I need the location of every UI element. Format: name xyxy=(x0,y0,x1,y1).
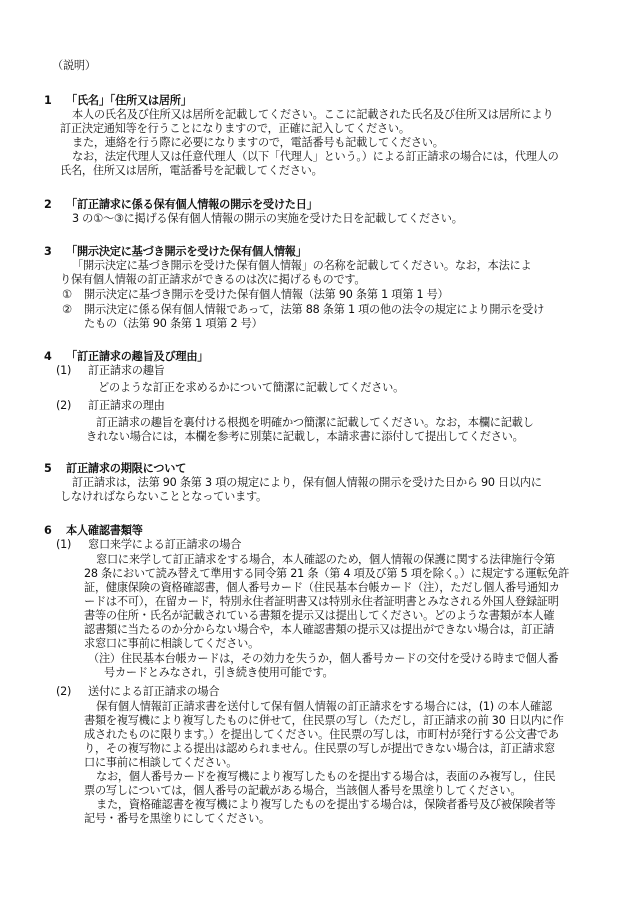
section-6-sub-2-line: 記号・番号を黒塗りにしてください。 xyxy=(84,812,270,825)
section-6-note: （注）住民基本台帳カードは，その効力を失うか，個人番号カードの交付を受ける時まで個人番 xyxy=(88,652,559,665)
section-6-heading: 本人確認書類等 xyxy=(66,524,143,537)
section-4-heading: 「訂正請求の趣旨及び理由」 xyxy=(66,350,209,363)
section-1-line: また，連絡を行う際に必要になりますので，電話番号も記載してください。 xyxy=(72,136,444,149)
section-6-sub-2-line: 票の写しについては，個人番号の記載がある場合，当該個人番号を黒塗りしてください。 xyxy=(84,784,522,797)
section-6-sub-2-line: 書類を複写機により複写したものに併せて，住民票の写し（ただし，訂正請求の前 30 日以内に作 xyxy=(84,714,564,727)
section-6-sub-1-line: 認書類に当たるのか分からない場合や，本人確認書類の提示又は提出ができない場合は，訂正請 xyxy=(84,623,555,636)
section-4-sub-2-line: 訂正請求の趣旨を裏付ける根拠を明確かつ簡潔に記載してください。なお，本欄に記載し xyxy=(96,416,534,429)
section-6-sub-2-line: また，資格確認書を複写機により複写したものを提出する場合は，保険者番号及び被保険者等 xyxy=(96,798,556,811)
section-3-number: 3 xyxy=(44,245,52,258)
section-3-item-1: 開示決定に基づき開示を受けた保有個人情報（法第 90 条第 1 項第 1 号） xyxy=(84,288,449,301)
section-6-sub-2-mark: (2) xyxy=(56,685,72,698)
section-4-sub-1-line: どのような訂正を求めるかについて簡潔に記載してください。 xyxy=(98,381,405,394)
section-1-line: 訂正決定通知等を行うことになりますので，正確に記入してください。 xyxy=(60,122,410,135)
doc-title: （説明） xyxy=(52,59,96,72)
section-2-number: 2 xyxy=(44,198,52,211)
section-6-note-cont: 号カードとみなされ，引き続き使用可能です。 xyxy=(104,666,334,679)
section-6-sub-2-title: 送付による訂正請求の場合 xyxy=(88,685,220,698)
section-4-number: 4 xyxy=(44,350,52,363)
section-6-sub-2-line: 保有個人情報訂正請求書を送付して保有個人情報の訂正請求をする場合には，(1) の本人確認 xyxy=(96,700,552,713)
section-4-sub-1-mark: (1) xyxy=(56,364,72,377)
section-1-heading: 「氏名」「住所又は居所」 xyxy=(66,94,192,107)
section-1-line: なお，法定代理人又は任意代理人（以下「代理人」という。）による訂正請求の場合には，代理人の xyxy=(72,150,559,163)
section-2-line: 3 の①～③に掲げる保有個人情報の開示の実施を受けた日を記載してください。 xyxy=(72,212,463,225)
section-6-sub-2-line: り，その複写物による提出は認められません。住民票の写しが提出できない場合は，訂正請求窓 xyxy=(84,742,555,755)
section-5-line: 訂正請求は，法第 90 条第 3 項の規定により，保有個人情報の開示を受けた日から 90 日以内に xyxy=(72,476,542,489)
section-5-heading: 訂正請求の期限について xyxy=(66,462,187,475)
section-5-line: しなければならないこととなっています。 xyxy=(60,490,267,503)
section-6-sub-1-line: 窓口に来学して訂正請求をする場合，本人確認のため，個人情報の保護に関する法律施行令第 xyxy=(96,553,555,566)
section-4-sub-1-title: 訂正請求の趣旨 xyxy=(88,364,165,377)
section-3-item-2: 開示決定に係る保有個人情報であって，法第 88 条第 1 項の他の法令の規定により開示を受け xyxy=(84,303,545,316)
section-6-sub-1-line: 書等の住所・氏名が記載されている書類を提示又は提出してください。どのような書類が本人確 xyxy=(84,609,555,622)
section-1-line: 氏名，住所又は居所，電話番号を記載してください。 xyxy=(60,164,323,177)
section-4-sub-2-line: きれない場合には，本欄を参考に別葉に記載し，本請求書に添付して提出してください。 xyxy=(86,430,524,443)
section-4-sub-2-mark: (2) xyxy=(56,399,72,412)
section-6-sub-1-title: 窓口来学による訂正請求の場合 xyxy=(88,538,242,551)
section-6-sub-1-mark: (1) xyxy=(56,538,72,551)
section-3-item-2-mark: ② xyxy=(62,303,72,316)
section-5-number: 5 xyxy=(44,462,52,475)
section-6-number: 6 xyxy=(44,524,52,537)
section-6-sub-1-line: ードは不可），在留カード，特別永住者証明書又は特別永住者証明書とみなされる外国人登録証明 xyxy=(84,595,559,608)
section-3-heading: 「開示決定に基づき開示を受けた保有個人情報」 xyxy=(66,245,307,258)
section-3-item-1-mark: ① xyxy=(62,288,72,301)
section-1-number: 1 xyxy=(44,94,52,107)
section-6-sub-2-line: 成されたものに限ります。）を提出してください。住民票の写しは，市町村が発行する公文書であ xyxy=(84,728,559,741)
section-3-line: 「開示決定に基づき開示を受けた保有個人情報」の名称を記載してください。なお，本法によ xyxy=(72,259,532,272)
section-3-line: り保有個人情報の訂正請求ができるのは次に掲げるものです。 xyxy=(60,273,366,286)
section-3-item-2-cont: たもの（法第 90 条第 1 項第 2 号） xyxy=(84,317,263,330)
section-1-line: 本人の氏名及び住所又は居所を記載してください。ここに記載された氏名及び住所又は居所により xyxy=(72,108,554,121)
section-6-sub-1-line: 求窓口に事前に相談してください。 xyxy=(84,637,260,650)
section-2-heading: 「訂正請求に係る保有個人情報の開示を受けた日」 xyxy=(66,198,318,211)
section-6-sub-1-line: 28 条において読み替えて準用する同令第 21 条（第 4 項及び第 5 項を除く。）に規定する運転免許 xyxy=(84,567,570,580)
section-6-sub-2-line: なお，個人番号カードを複写機により複写したものを提出する場合は，表面のみ複写し，住民 xyxy=(96,770,556,783)
section-6-sub-2-line: 口に事前に相談してください。 xyxy=(84,756,238,769)
section-6-sub-1-line: 証，健康保険の資格確認書，個人番号カード（住民基本台帳カード（注），ただし個人番号通知カ xyxy=(84,581,560,594)
section-4-sub-2-title: 訂正請求の理由 xyxy=(88,399,165,412)
